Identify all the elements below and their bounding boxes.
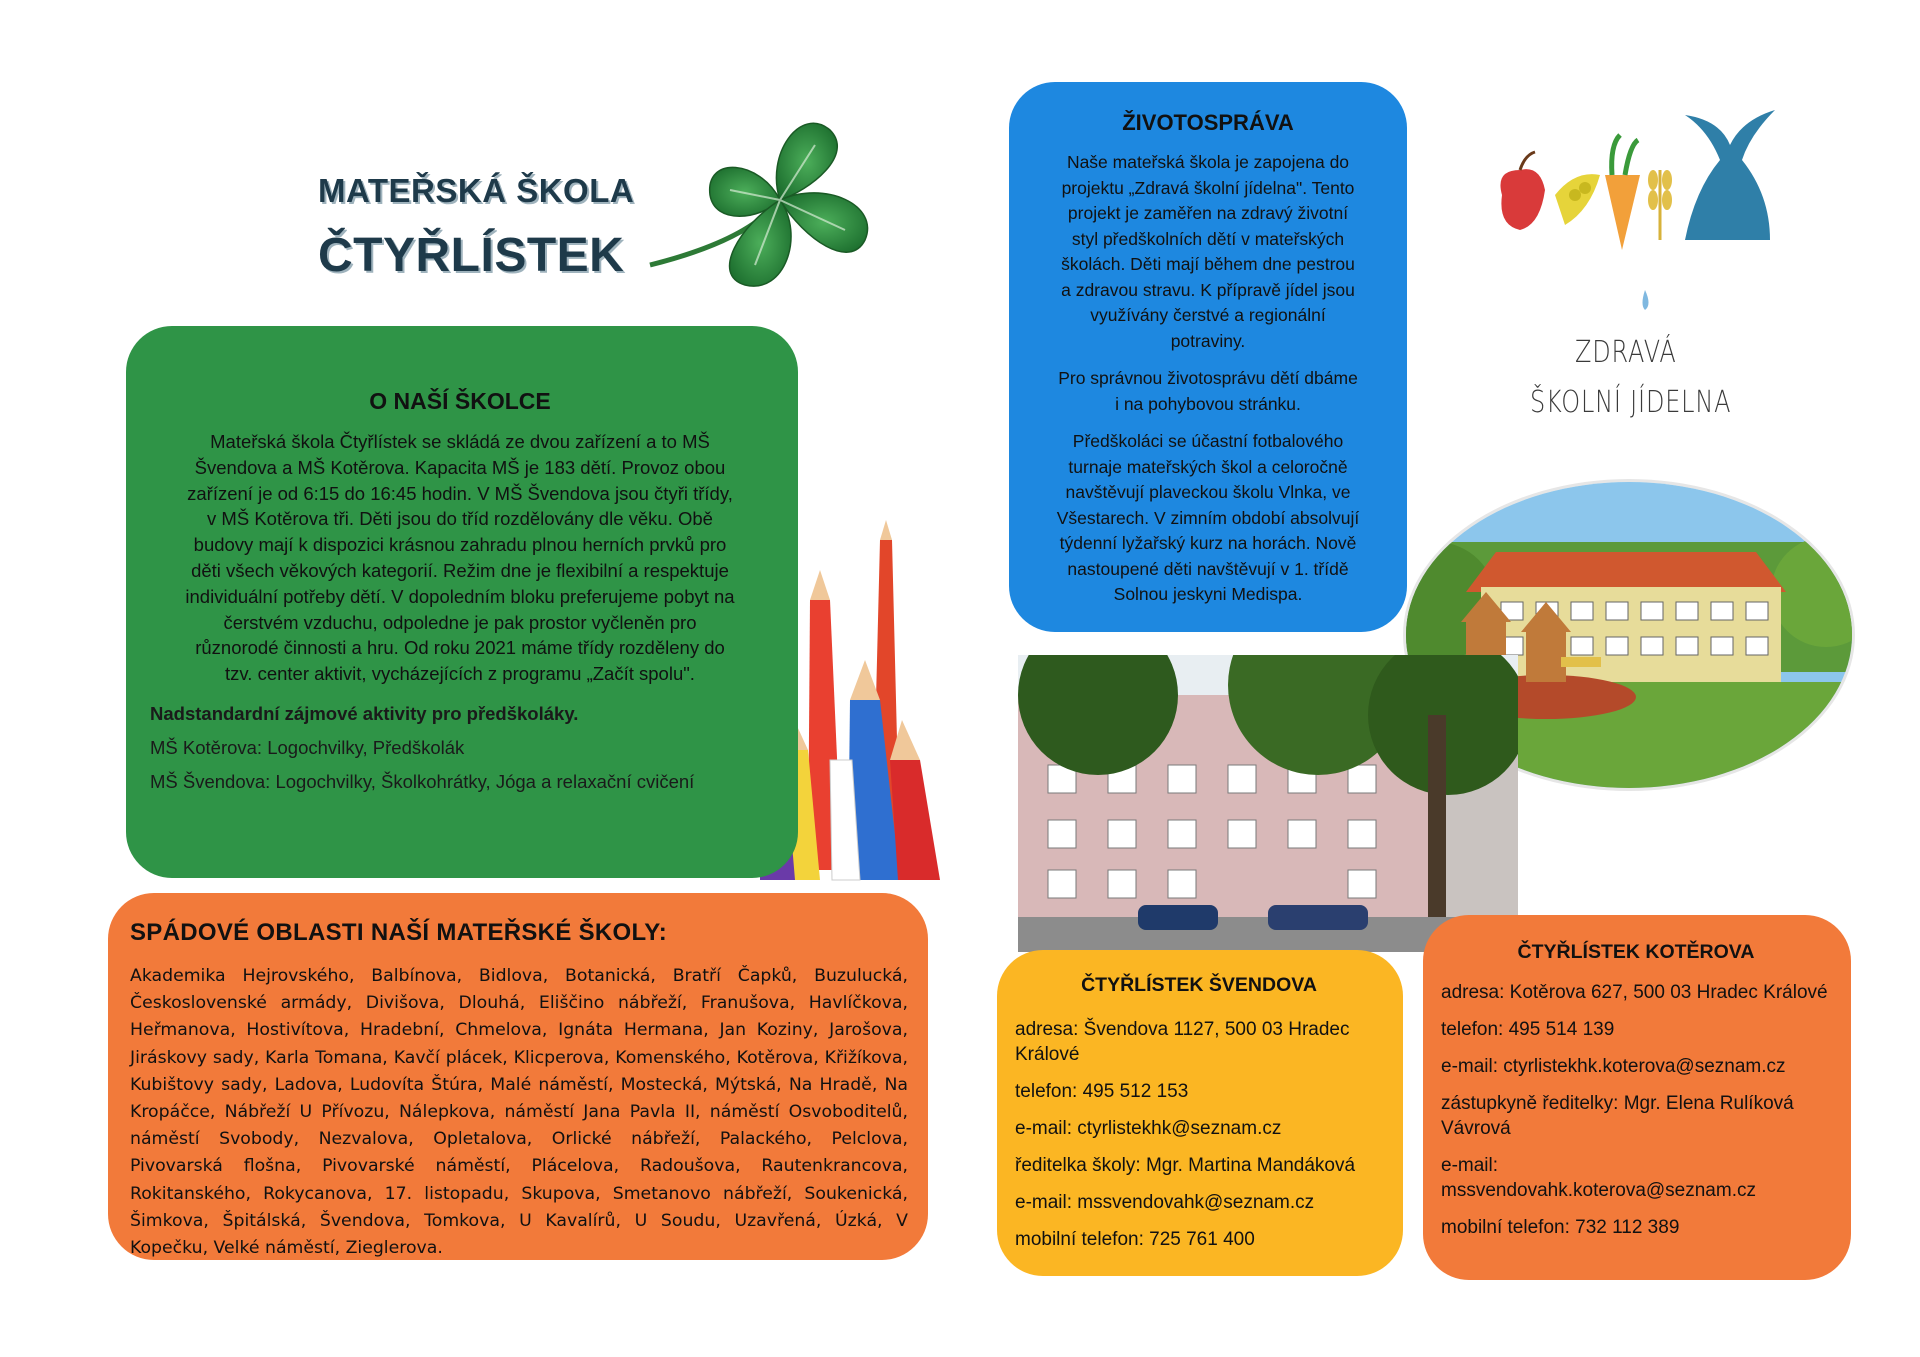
healthy-school-canteen-logo bbox=[1480, 100, 1780, 330]
activities-svendova: MŠ Švendova: Logochvilky, Školkohrátky, Jóga a relaxační cvičení bbox=[150, 770, 695, 792]
about-line: individuální potřeby dětí. V dopoledním bloku preferujeme pobyt na bbox=[185, 585, 735, 607]
about-line: tzv. center aktivit, vycházejících z programu „Začít spolu". bbox=[225, 663, 695, 685]
lifestyle-line: turnaje mateřských škol a celoročně bbox=[1068, 456, 1348, 477]
lifestyle-line: i na pohybovou stránku. bbox=[1115, 393, 1301, 414]
svendova-email2: e-mail: mssvendovahk@seznam.cz bbox=[1015, 1192, 1315, 1213]
lifestyle-line: školách. Děti mají během dne pestrou bbox=[1061, 254, 1355, 274]
lifestyle-line: Solnou jeskyni Medispa. bbox=[1113, 584, 1303, 604]
activities-koterova: MŠ Kotěrova: Logochvilky, Předškolák bbox=[150, 736, 465, 758]
svendova-phone: telefon: 495 512 153 bbox=[1015, 1081, 1189, 1102]
water-drop-icon bbox=[1643, 290, 1649, 310]
koterova-email2-label: e-mail: bbox=[1441, 1155, 1499, 1176]
svendova-mobile: mobilní telefon: 725 761 400 bbox=[1015, 1229, 1255, 1250]
about-line: čerstvém vzduchu, odpoledne je pak prostor vyčleněn pro bbox=[223, 611, 697, 633]
lifestyle-paragraph-3 bbox=[1031, 429, 1385, 608]
koterova-email2-value: mssvendovahk.koterova@seznam.cz bbox=[1441, 1180, 1756, 1201]
peas-icon bbox=[1555, 174, 1600, 225]
lifestyle-heading: ŽIVOTOSPRÁVA bbox=[1122, 110, 1294, 135]
lifestyle-line: potraviny. bbox=[1170, 330, 1246, 351]
lifestyle-paragraph-2 bbox=[1031, 366, 1385, 417]
about-line: Mateřská škola Čtyřlístek se skládá ze dvou zařízení a to MŠ bbox=[210, 431, 710, 452]
about-line: různorodé činnosti a hru. Od roku 2021 máme třídy rozděleny do bbox=[195, 637, 725, 659]
school-title-line1: MATEŘSKÁ ŠKOLA bbox=[318, 172, 635, 209]
koterova-phone: telefon: 495 514 139 bbox=[1441, 1019, 1615, 1040]
catchment-areas-text: Akademika Hejrovského, Balbínova, Bidlova, Botanická, Bratří Čapků, Buzulucká, Československé armády, Divišova, Dlouhá, Eliščino nábřeží, Franušova, Havlíčkova, Heřmanova, Hostivítova, Hradební, Chmelova, Ignáta Hermana, Jan Koziny, Jarošova, Jiráskovy sady, Karla Tomana, Kavčí plácek, Klicperova, Komenského, Kotěrova, Křižíkova, Kubištovy sady, Ladova, Ludovíta Štúra, Malé náměstí, Mostecká, Mýtská, Na Hradě, Na Kropáčce, Nábřeží U Přívozu, Nálepkova, náměstí Jana Pavla II, náměstí Osvoboditelů, náměstí Svobody, Nezvalova, Opletalova, Orlické nábřeží, Palackého, Pelclova, Pivovarská flošna, Pivovarské náměstí, Plácelova, Radoušova, Rautenkrancova, Rokitanského, Rokycanova, 17. listopadu, Skupova, Smetanovo nábřeží, Soukenická, Šimkova, Špitálská, Švendova, Tomkova, U Kavalírů, U Soudu, Uzavřená, Úzká, V Kopečku, Velké náměstí, Zieglerova. bbox=[130, 966, 908, 1259]
about-text bbox=[150, 429, 770, 687]
lifestyle-line: Všestarech. V zimním období absolvují bbox=[1056, 507, 1360, 528]
svendova-contact-box bbox=[997, 950, 1403, 1276]
koterova-email: e-mail: ctyrlistekhk.koterova@seznam.cz bbox=[1441, 1056, 1786, 1077]
lifestyle-line: projekt je zaměřen na zdravý životní bbox=[1067, 203, 1349, 223]
lifestyle-line: Pro správnou životosprávu dětí dbáme bbox=[1058, 368, 1358, 388]
canteen-logo-line1: ZDRAVÁ bbox=[1575, 335, 1677, 370]
about-line: budovy mají k dispozici krásnou zahradu plnou herních prvků pro bbox=[193, 534, 727, 556]
about-line: v MŠ Kotěrova tři. Děti jsou do tříd rozdělovány dle věku. Obě bbox=[207, 508, 713, 530]
activities-heading: Nadstandardní zájmové aktivity pro předškoláky. bbox=[150, 702, 579, 724]
four-leaf-clover-icon bbox=[560, 95, 940, 325]
koterova-address: adresa: Kotěrova 627, 500 03 Hradec Králové bbox=[1441, 982, 1828, 1003]
koterova-contact-box bbox=[1423, 915, 1851, 1280]
lifestyle-line: styl předškolních dětí v mateřských bbox=[1071, 228, 1345, 249]
lifestyle-line: a zdravou stravu. K přípravě jídel jsou bbox=[1061, 279, 1355, 300]
apple-icon bbox=[1500, 152, 1545, 230]
lifestyle-line: Předškoláci se účastní fotbalového bbox=[1072, 431, 1344, 451]
about-box bbox=[126, 326, 798, 878]
canteen-logo-line2: ŠKOLNÍ JÍDELNA bbox=[1530, 385, 1732, 420]
svendova-address: adresa: Švendova 1127, 500 03 Hradec Králové bbox=[1015, 1019, 1350, 1065]
svendova-director: ředitelka školy: Mgr. Martina Mandáková bbox=[1015, 1155, 1356, 1176]
catchment-areas-box bbox=[108, 893, 928, 1260]
koterova-email2 bbox=[1441, 1153, 1831, 1203]
koterova-deputy: zástupkyně ředitelky: Mgr. Elena Rulíková Vávrová bbox=[1441, 1093, 1794, 1139]
svendova-building-photo bbox=[1018, 655, 1518, 952]
lifestyle-line: využívány čerstvé a regionální bbox=[1090, 305, 1326, 325]
about-line: zařízení je od 6:15 do 16:45 hodin. V MŠ Švendova jsou čtyři třídy, bbox=[187, 482, 733, 504]
svendova-heading: ČTYŘLÍSTEK ŠVENDOVA bbox=[1081, 974, 1317, 996]
school-title-line2: ČTYŘLÍSTEK bbox=[318, 229, 625, 282]
wheat-icon bbox=[1648, 170, 1672, 240]
lifestyle-line: Naše mateřská škola je zapojena do bbox=[1066, 152, 1350, 172]
carrot-icon bbox=[1605, 135, 1640, 250]
lifestyle-line: týdenní lyžařský kurz na horách. Nově bbox=[1059, 533, 1357, 553]
lifestyle-box bbox=[1009, 82, 1407, 632]
koterova-mobile: mobilní telefon: 732 112 389 bbox=[1441, 1217, 1680, 1238]
lifestyle-line: nastoupené děti navštěvují v 1. třídě bbox=[1067, 558, 1349, 579]
lifestyle-paragraph-1 bbox=[1031, 150, 1385, 354]
fish-icon bbox=[1685, 110, 1775, 240]
lifestyle-line: projektu „Zdravá školní jídelna". Tento bbox=[1061, 177, 1355, 198]
lifestyle-line: navštěvují plaveckou školu Vlnka, ve bbox=[1065, 482, 1351, 502]
svendova-email: e-mail: ctyrlistekhk@seznam.cz bbox=[1015, 1118, 1282, 1139]
about-line: Švendova a MŠ Kotěrova. Kapacita MŠ je 183 dětí. Provoz obou bbox=[194, 456, 726, 478]
about-line: děti všech věkových kategorií. Režim dne je flexibilní a respektuje bbox=[191, 559, 729, 581]
koterova-heading: ČTYŘLÍSTEK KOTĚROVA bbox=[1517, 941, 1755, 963]
about-heading: O NAŠÍ ŠKOLCE bbox=[369, 388, 551, 414]
catchment-areas-heading: SPÁDOVÉ OBLASTI NAŠÍ MATEŘSKÉ ŠKOLY: bbox=[130, 919, 668, 946]
